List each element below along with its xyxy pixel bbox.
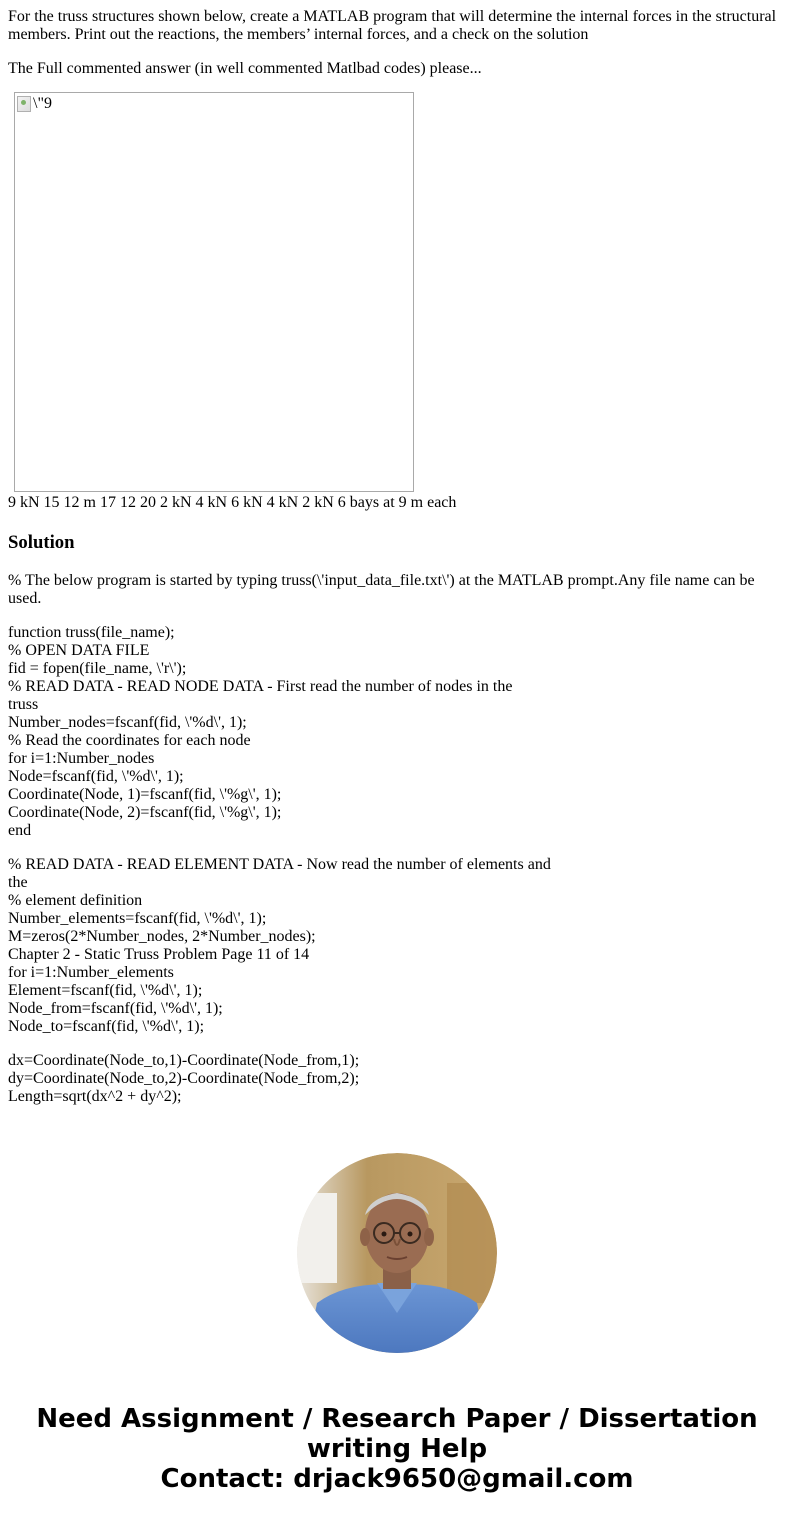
code-line: function truss(file_name);: [8, 624, 175, 641]
image-alt-text: \"9: [33, 95, 52, 112]
code-line: Number_elements=fscanf(fid, \'%d\', 1);: [8, 910, 267, 927]
avatar-photo: [297, 1153, 497, 1353]
code-line: dx=Coordinate(Node_to,1)-Coordinate(Node_from,1);: [8, 1052, 360, 1069]
code-line: Number_nodes=fscanf(fid, \'%d\', 1);: [8, 714, 247, 731]
code-line: Coordinate(Node, 2)=fscanf(fid, \'%g\', 1);: [8, 804, 282, 821]
code-line: the: [8, 874, 28, 891]
promo-line-2: writing Help: [306, 1434, 488, 1464]
truss-caption: 9 kN 15 12 m 17 12 20 2 kN 4 kN 6 kN 4 kN 2 kN 6 bays at 9 m each: [8, 494, 457, 511]
code-line: Element=fscanf(fid, \'%d\', 1);: [8, 982, 203, 999]
code-line: % Read the coordinates for each node: [8, 732, 251, 749]
code-block-3: [8, 1052, 786, 1106]
code-line: M=zeros(2*Number_nodes, 2*Number_nodes);: [8, 928, 316, 945]
code-line: end: [8, 822, 32, 839]
code-line: for i=1:Number_nodes: [8, 750, 155, 767]
solution-intro: [8, 572, 786, 608]
promo-line-1: Need Assignment / Research Paper / Dissertation: [36, 1404, 758, 1434]
code-line: dy=Coordinate(Node_to,2)-Coordinate(Node_from,2);: [8, 1070, 360, 1087]
code-line: % element definition: [8, 892, 143, 909]
code-line: % READ DATA - READ NODE DATA - First read the number of nodes in the: [8, 678, 513, 695]
code-line: for i=1:Number_elements: [8, 964, 174, 981]
page-content: [8, 8, 786, 1122]
broken-image-icon: [17, 96, 31, 112]
intro-line: used.: [8, 590, 42, 607]
question-line: For the truss structures shown below, create a MATLAB program that will determine the internal forces in the structural: [8, 8, 777, 25]
code-line: Node=fscanf(fid, \'%d\', 1);: [8, 768, 184, 785]
request-text: The Full commented answer (in well commented Matlbad codes) please...: [8, 60, 482, 77]
code-line: truss: [8, 696, 39, 713]
tutor-avatar: [297, 1153, 497, 1353]
code-line: % OPEN DATA FILE: [8, 642, 150, 659]
code-block-1: [8, 624, 786, 840]
code-block-2: [8, 856, 786, 1036]
promo-banner: [0, 1404, 794, 1494]
intro-line: % The below program is started by typing truss(\'input_data_file.txt\') at the MATLAB prompt.Any file name can be: [8, 572, 755, 589]
solution-heading: Solution: [8, 532, 75, 553]
question-text: [8, 8, 786, 44]
promo-contact: Contact: drjack9650@gmail.com: [160, 1464, 634, 1494]
code-line: Node_to=fscanf(fid, \'%d\', 1);: [8, 1018, 205, 1035]
code-line: fid = fopen(file_name, \'r\');: [8, 660, 187, 677]
code-line: Chapter 2 - Static Truss Problem Page 11 of 14: [8, 946, 310, 963]
broken-image: [17, 95, 52, 113]
code-line: % READ DATA - READ ELEMENT DATA - Now read the number of elements and: [8, 856, 551, 873]
code-line: Node_from=fscanf(fid, \'%d\', 1);: [8, 1000, 223, 1017]
truss-image: [14, 92, 414, 492]
code-line: Length=sqrt(dx^2 + dy^2);: [8, 1088, 182, 1105]
code-line: Coordinate(Node, 1)=fscanf(fid, \'%g\', 1);: [8, 786, 282, 803]
question-line: members. Print out the reactions, the members’ internal forces, and a check on the solution: [8, 26, 589, 43]
